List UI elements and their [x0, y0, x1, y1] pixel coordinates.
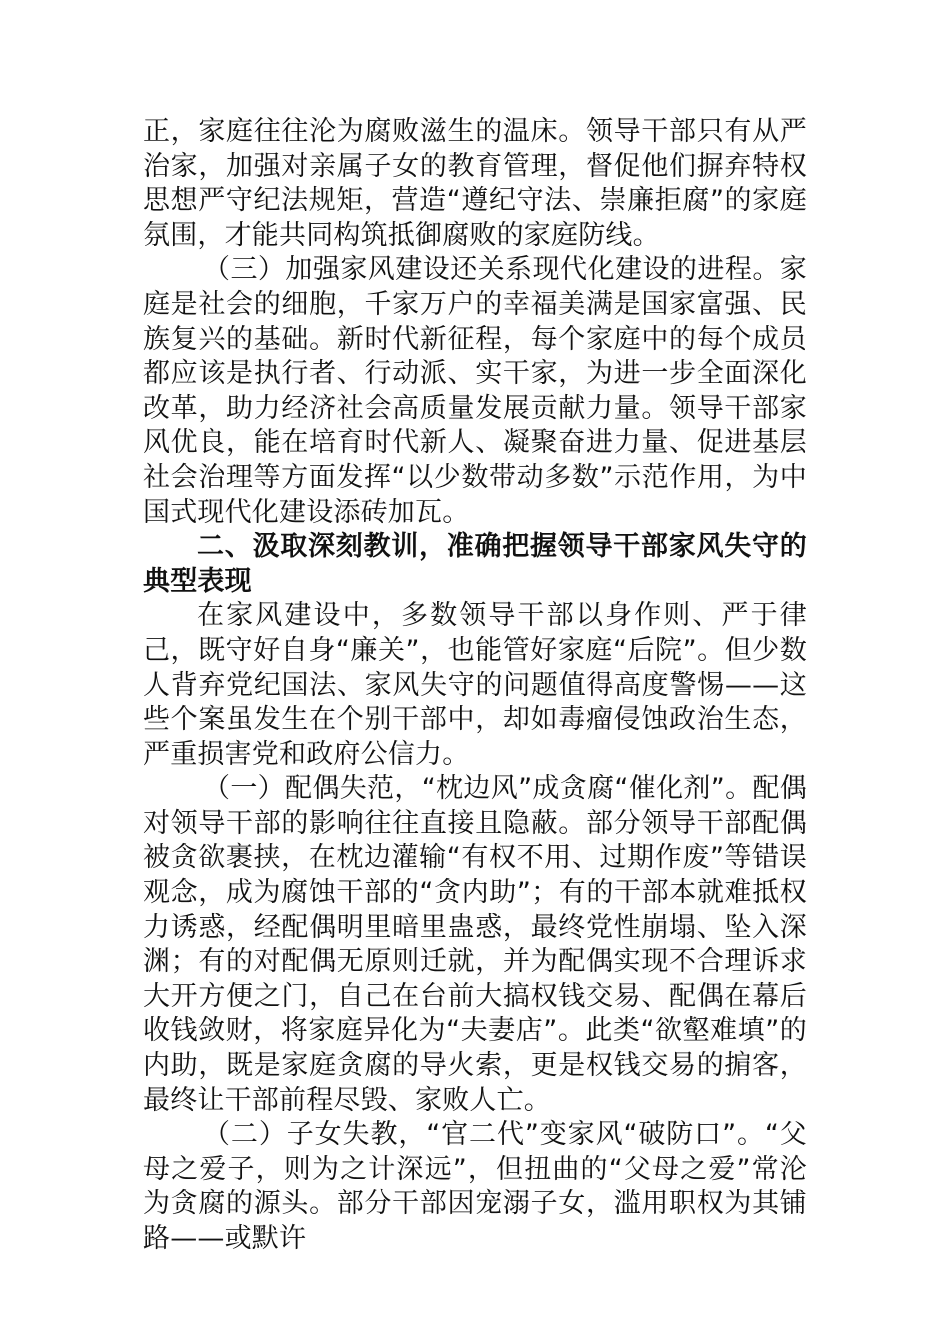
document-body	[143, 115, 807, 1257]
paragraph-spouse: （一）配偶失范，“枕边风”成贪腐“催化剂”。配偶对领导干部的影响往往直接且隐蔽。部分领导干部配偶被贪欲裹挟，在枕边灌输“有权不用、过期作废”等错误观念，成为腐蚀干部的“贪内助”；有的干部本就难抵权力诱惑，经配偶明里暗里蛊惑，最终党性崩塌、坠入深渊；有的对配偶无原则迁就，并为配偶实现不合理诉求大开方便之门，自己在台前大搞权钱交易、配偶在幕后收钱敛财，将家庭异化为“夫妻店”。此类“欲壑难填”的内助，既是家庭贪腐的导火索，更是权钱交易的掮客，最终让干部前程尽毁、家败人亡。	[143, 773, 807, 1116]
section-heading-two: 二、汲取深刻教训，准确把握领导干部家风失守的典型表现	[143, 531, 807, 597]
paragraph-intro: 在家风建设中，多数领导干部以身作则、严于律己，既守好自身“廉关”，也能管好家庭“后院”。但少数人背弃党纪国法、家风失守的问题值得高度警惕——这些个案虽发生在个别干部中，却如毒瘤侵蚀政治生态，严重损害党和政府公信力。	[143, 600, 807, 770]
paragraph-continuation: 正，家庭往往沦为腐败滋生的温床。领导干部只有从严治家，加强对亲属子女的教育管理，督促他们摒弃特权思想严守纪法规矩，营造“遵纪守法、崇廉拒腐”的家庭氛围，才能共同构筑抵御腐败的家庭防线。	[143, 116, 807, 251]
paragraph-section-three: （三）加强家风建设还关系现代化建设的进程。家庭是社会的细胞，千家万户的幸福美满是国家富强、民族复兴的基础。新时代新征程，每个家庭中的每个成员都应该是执行者、行动派、实干家，为进一步全面深化改革，助力经济社会高质量发展贡献力量。领导干部家风优良，能在培育时代新人、凝聚奋进力量、促进基层社会治理等方面发挥“以少数带动多数”示范作用，为中国式现代化建设添砖加瓦。	[143, 254, 807, 528]
paragraph-children: （二）子女失教，“官二代”变家风“破防口”。“父母之爱子，则为之计深远”，但扭曲的“父母之爱”常沦为贪腐的源头。部分干部因宠溺子女，滥用职权为其铺路——或默许	[143, 1119, 807, 1254]
